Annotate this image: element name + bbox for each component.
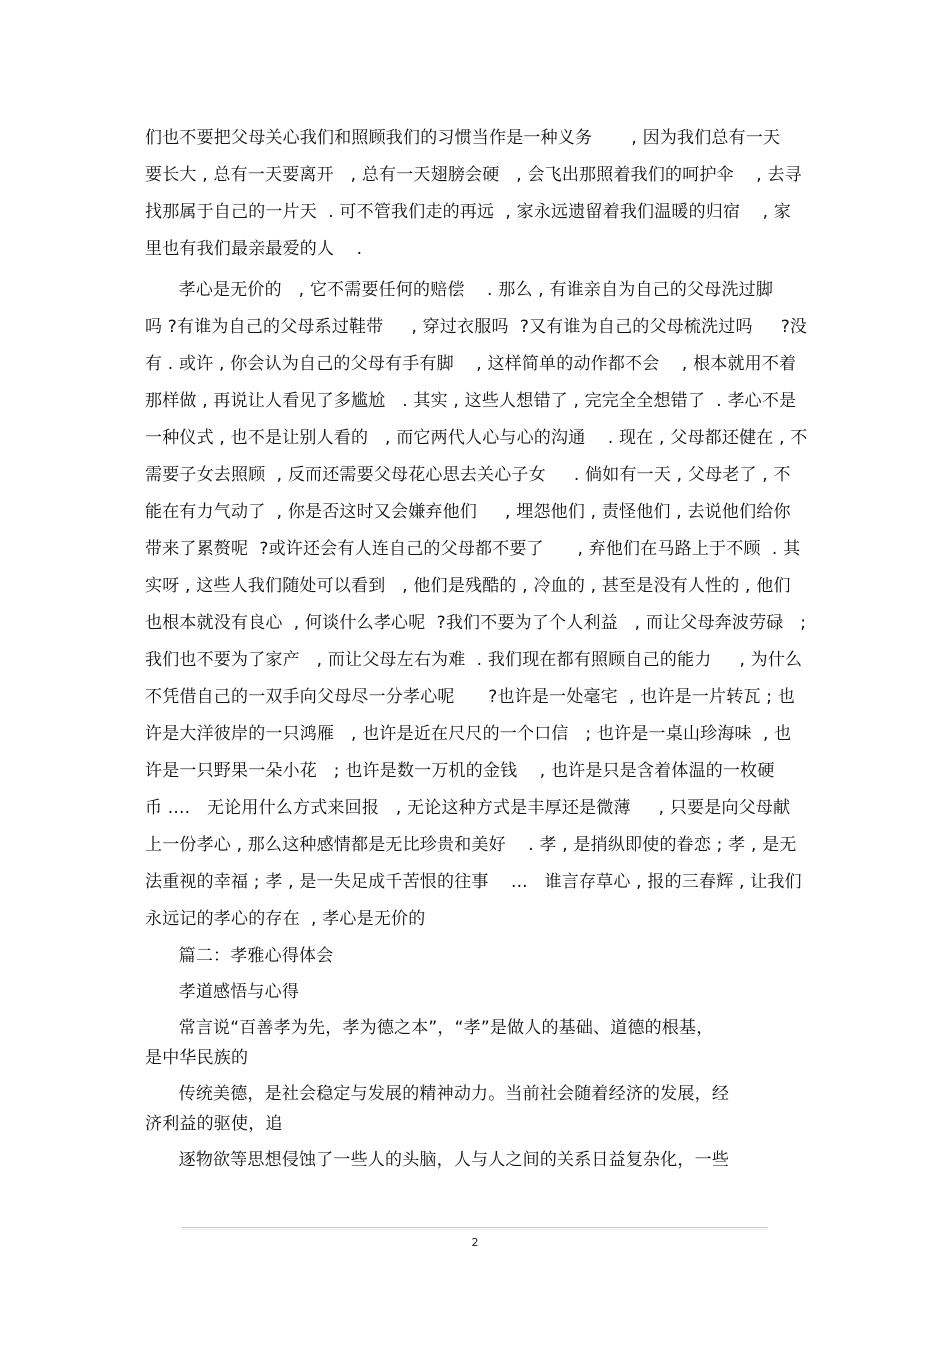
- text-line: 里也有我们最亲最爱的人 .: [145, 239, 363, 259]
- text-line: 也根本就没有良心 , 何谈什么孝心呢 ?我们不要为了个人利益 , 而让父母奔波劳碌 ;: [145, 613, 807, 633]
- text-line: 实呀 , 这些人我们随处可以看到 , 他们是残酷的 , 冷血的 , 甚至是没有人性的 , 他们: [145, 576, 791, 596]
- footer-divider-shadow: [182, 1229, 768, 1230]
- text-line: 们也不要把父母关心我们和照顾我们的习惯当作是一种义务 , 因为我们总有一天: [145, 128, 781, 148]
- text-line: 是中华民族的: [145, 1048, 249, 1068]
- page-number: 2: [471, 1236, 479, 1249]
- text-line: 永远记的孝心的存在 , 孝心是无价的: [145, 909, 426, 929]
- text-line: 济利益的驱使，追: [145, 1114, 283, 1134]
- text-line: 孝道感悟与心得: [145, 982, 300, 1002]
- text-line: 能在有力气动了 , 你是否这时又会嫌弃他们 , 埋怨他们 , 责怪他们 , 去说他们给你: [145, 502, 791, 522]
- text-line: 逐物欲等思想侵蚀了一些人的头脑，人与人之间的关系日益复杂化，一些: [145, 1150, 730, 1170]
- text-line: 那样做 , 再说让人看见了多尴尬 . 其实 , 这些人想错了 , 完完全全想错了 . 孝心不是: [145, 391, 797, 411]
- text-line: 法重视的幸福 ; 孝 , 是一失足成千苦恨的往事 ... 谁言存草心 , 报的三春辉 , 让我们: [145, 872, 802, 892]
- text-line: 我们也不要为了家产 , 而让父母左右为难 . 我们现在都有照顾自己的能力 , 为什么: [145, 650, 803, 670]
- text-line: 一种仪式 , 也不是让别人看的 , 而它两代人心与心的沟通 . 现在 , 父母都还健在 , 不: [145, 428, 808, 448]
- text-line: 需要子女去照顾 , 反而还需要父母花心思去关心子女 . 倘如有一天 , 父母老了 , 不: [145, 465, 791, 485]
- footer-divider: [182, 1227, 768, 1228]
- text-line: 要长大 , 总有一天要离开 , 总有一天翅膀会硬 , 会飞出那照着我们的呵护伞 , 去寻: [145, 165, 802, 185]
- text-line: 传统美德，是社会稳定与发展的精神动力。当前社会随着经济的发展，经: [145, 1084, 730, 1104]
- text-line: 带来了累赘呢 ?或许还会有人连自己的父母都不要了 , 弃他们在马路上于不顾 . 其: [145, 539, 801, 559]
- text-line: 币 .... 无论用什么方式来回报 , 无论这种方式是丰厚还是微薄 , 只要是向父母献: [145, 798, 791, 818]
- text-line: 篇二：孝雅心得体会: [145, 946, 334, 966]
- text-line: 许是大洋彼岸的一只鸿雁 , 也许是近在尺尺的一个口信 ; 也许是一桌山珍海味 , 也: [145, 724, 792, 744]
- text-line: 许是一只野果一朵小花 ; 也许是数一万机的金钱 , 也许是只是含着体温的一枚硬: [145, 761, 775, 781]
- text-line: 孝心是无价的 , 它不需要任何的赔偿 . 那么 , 有谁亲自为自己的父母洗过脚: [145, 280, 774, 300]
- text-line: 不凭借自己的一双手向父母尽一分孝心呢 ?也许是一处毫宅 , 也许是一片转瓦 ; 也: [145, 687, 795, 707]
- text-line: 常言说“百善孝为先，孝为德之本”，“孝”是做人的基础、道德的根基，: [145, 1018, 714, 1038]
- text-line: 有 . 或许 , 你会认为自己的父母有手有脚 , 这样简单的动作都不会 , 根本就用不着: [145, 354, 797, 374]
- text-line: 上一份孝心 , 那么这种感情都是无比珍贵和美好 . 孝 , 是捎纵即使的眷恋 ; 孝 , 是无: [145, 835, 797, 855]
- text-line: 吗 ?有谁为自己的父母系过鞋带 , 穿过衣服吗 ?又有谁为自己的父母梳洗过吗 ?没: [145, 317, 808, 337]
- text-line: 找那属于自己的一片天 . 可不管我们走的再远 , 家永远遗留着我们温暖的归宿 , 家: [145, 202, 792, 222]
